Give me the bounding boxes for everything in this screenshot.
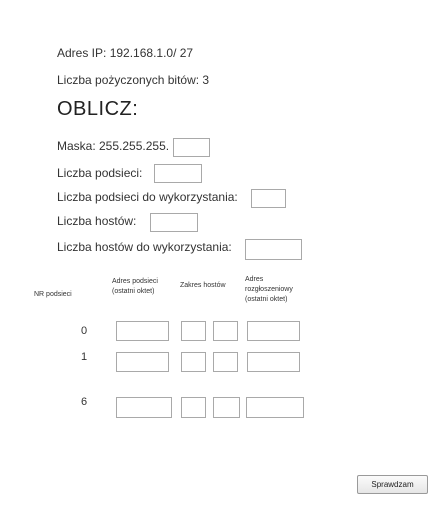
check-button[interactable]: Sprawdzam [357, 475, 428, 494]
ip-address-text: Adres IP: 192.168.1.0/ 27 [57, 46, 194, 60]
usable-hosts-label: Liczba hostów do wykorzystania: [57, 240, 232, 254]
header-network-address-line: (ostatni oktet) [112, 288, 155, 295]
borrowed-bits-text: Liczba pożyczonych bitów: 3 [57, 73, 210, 87]
host-range-from-input[interactable] [181, 321, 206, 341]
row-subnet-number: 0 [81, 325, 88, 337]
subnets-input[interactable] [154, 164, 202, 183]
hosts-input[interactable] [150, 213, 198, 232]
usable-hosts-input[interactable] [245, 239, 302, 260]
usable-subnets-input[interactable] [251, 189, 286, 208]
broadcast-address-input[interactable] [247, 352, 300, 372]
header-broadcast-address [245, 275, 293, 305]
header-broadcast-address-line: rozgłoszeniowy [245, 286, 293, 293]
hosts-label: Liczba hostów: [57, 214, 137, 228]
header-network-address-line: Adres podsieci [112, 278, 158, 285]
broadcast-address-input[interactable] [247, 321, 300, 341]
page-title: OBLICZ: [57, 98, 139, 120]
host-range-from-input[interactable] [181, 352, 206, 372]
host-range-from-input[interactable] [181, 397, 206, 418]
broadcast-address-input[interactable] [246, 397, 304, 418]
host-range-to-input[interactable] [213, 321, 238, 341]
row-subnet-number: 1 [81, 351, 88, 363]
mask-label: Maska: 255.255.255. [57, 139, 170, 153]
header-broadcast-address-line: (ostatni oktet) [245, 296, 288, 303]
header-host-range: Zakres hostów [180, 282, 226, 289]
network-address-input[interactable] [116, 352, 169, 372]
network-address-input[interactable] [116, 397, 172, 418]
host-range-to-input[interactable] [213, 397, 240, 418]
network-address-input[interactable] [116, 321, 169, 341]
header-subnet-number: NR podsieci [34, 291, 72, 298]
header-network-address [112, 277, 158, 297]
subnets-label: Liczba podsieci: [57, 166, 143, 180]
usable-subnets-label: Liczba podsieci do wykorzystania: [57, 190, 238, 204]
host-range-to-input[interactable] [213, 352, 238, 372]
header-broadcast-address-line: Adres [245, 276, 264, 283]
mask-input[interactable] [173, 138, 210, 157]
row-subnet-number: 6 [81, 396, 88, 408]
